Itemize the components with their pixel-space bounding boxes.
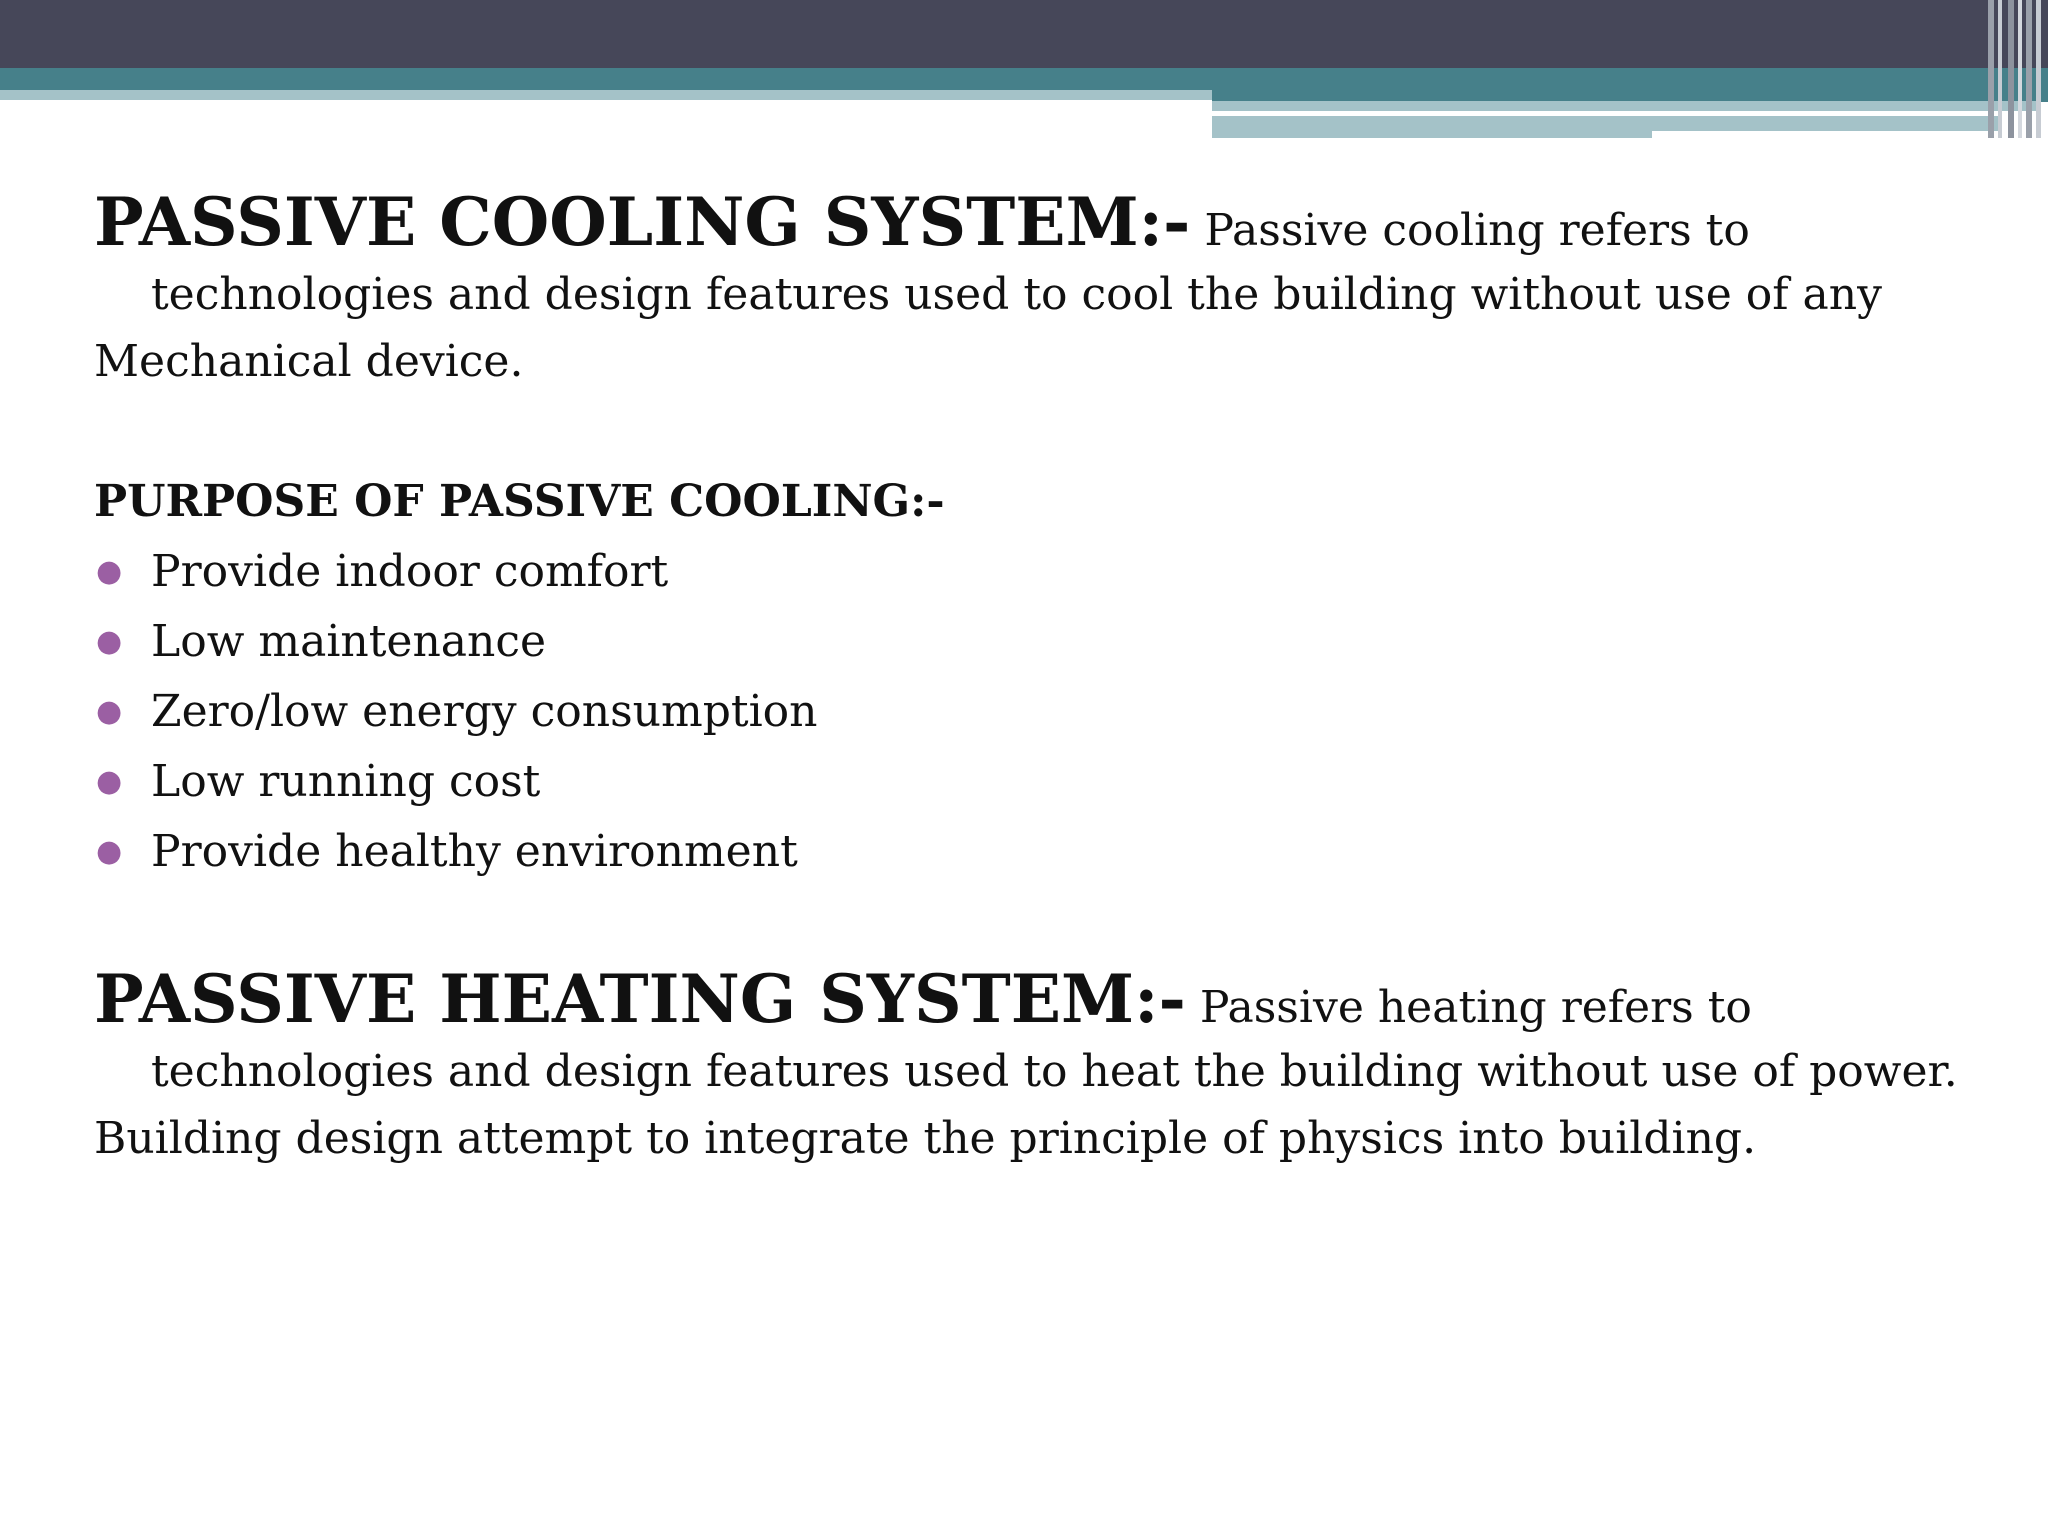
heating-heading: PASSIVE HEATING SYSTEM:-	[94, 960, 1186, 1038]
heating-paragraph	[94, 960, 1974, 1104]
purpose-heading: PURPOSE OF PASSIVE COOLING:-	[94, 476, 945, 527]
list-item	[94, 817, 1974, 887]
header-light-bar-right	[1212, 101, 2038, 111]
list-item	[94, 607, 1974, 677]
cooling-description: Passive cooling refers to technologies and design features used to cool the building without use of any	[151, 205, 1882, 320]
bullet-dot-icon: ●	[96, 764, 123, 799]
heating-description: Passive heating refers to technologies and design features used to heat the building without use of power.	[151, 982, 1958, 1097]
header-white-gap	[1652, 131, 2012, 141]
header-stripe	[1998, 0, 2002, 138]
cooling-heading: PASSIVE COOLING SYSTEM:-	[94, 183, 1191, 261]
header-stripe	[2008, 0, 2014, 138]
list-item	[94, 747, 1974, 817]
list-item	[94, 677, 1974, 747]
header-stripe	[2036, 0, 2041, 138]
purpose-list	[94, 537, 1974, 887]
header-dark-bar	[0, 0, 2048, 68]
list-item-text: Low running cost	[151, 756, 541, 807]
header-light-bar-left	[0, 90, 1212, 100]
header-stripe	[1988, 0, 1994, 138]
header-stripe	[2026, 0, 2032, 138]
list-item-text: Provide healthy environment	[151, 826, 798, 877]
header-stripe	[2018, 0, 2022, 138]
slide-content	[94, 183, 1974, 1174]
heating-continuation: Building design attempt to integrate the principle of physics into building.	[94, 1113, 1757, 1164]
list-item-text: Low maintenance	[151, 616, 547, 667]
header-teal-bar	[0, 68, 2048, 90]
bullet-dot-icon: ●	[96, 694, 123, 729]
cooling-paragraph	[94, 183, 1974, 327]
list-item	[94, 537, 1974, 607]
bullet-dot-icon: ●	[96, 624, 123, 659]
list-item-text: Zero/low energy consumption	[151, 686, 818, 737]
bullet-dot-icon: ●	[96, 834, 123, 869]
list-item-text: Provide indoor comfort	[151, 546, 669, 597]
cooling-continuation: Mechanical device.	[94, 336, 524, 387]
bullet-dot-icon: ●	[96, 554, 123, 589]
